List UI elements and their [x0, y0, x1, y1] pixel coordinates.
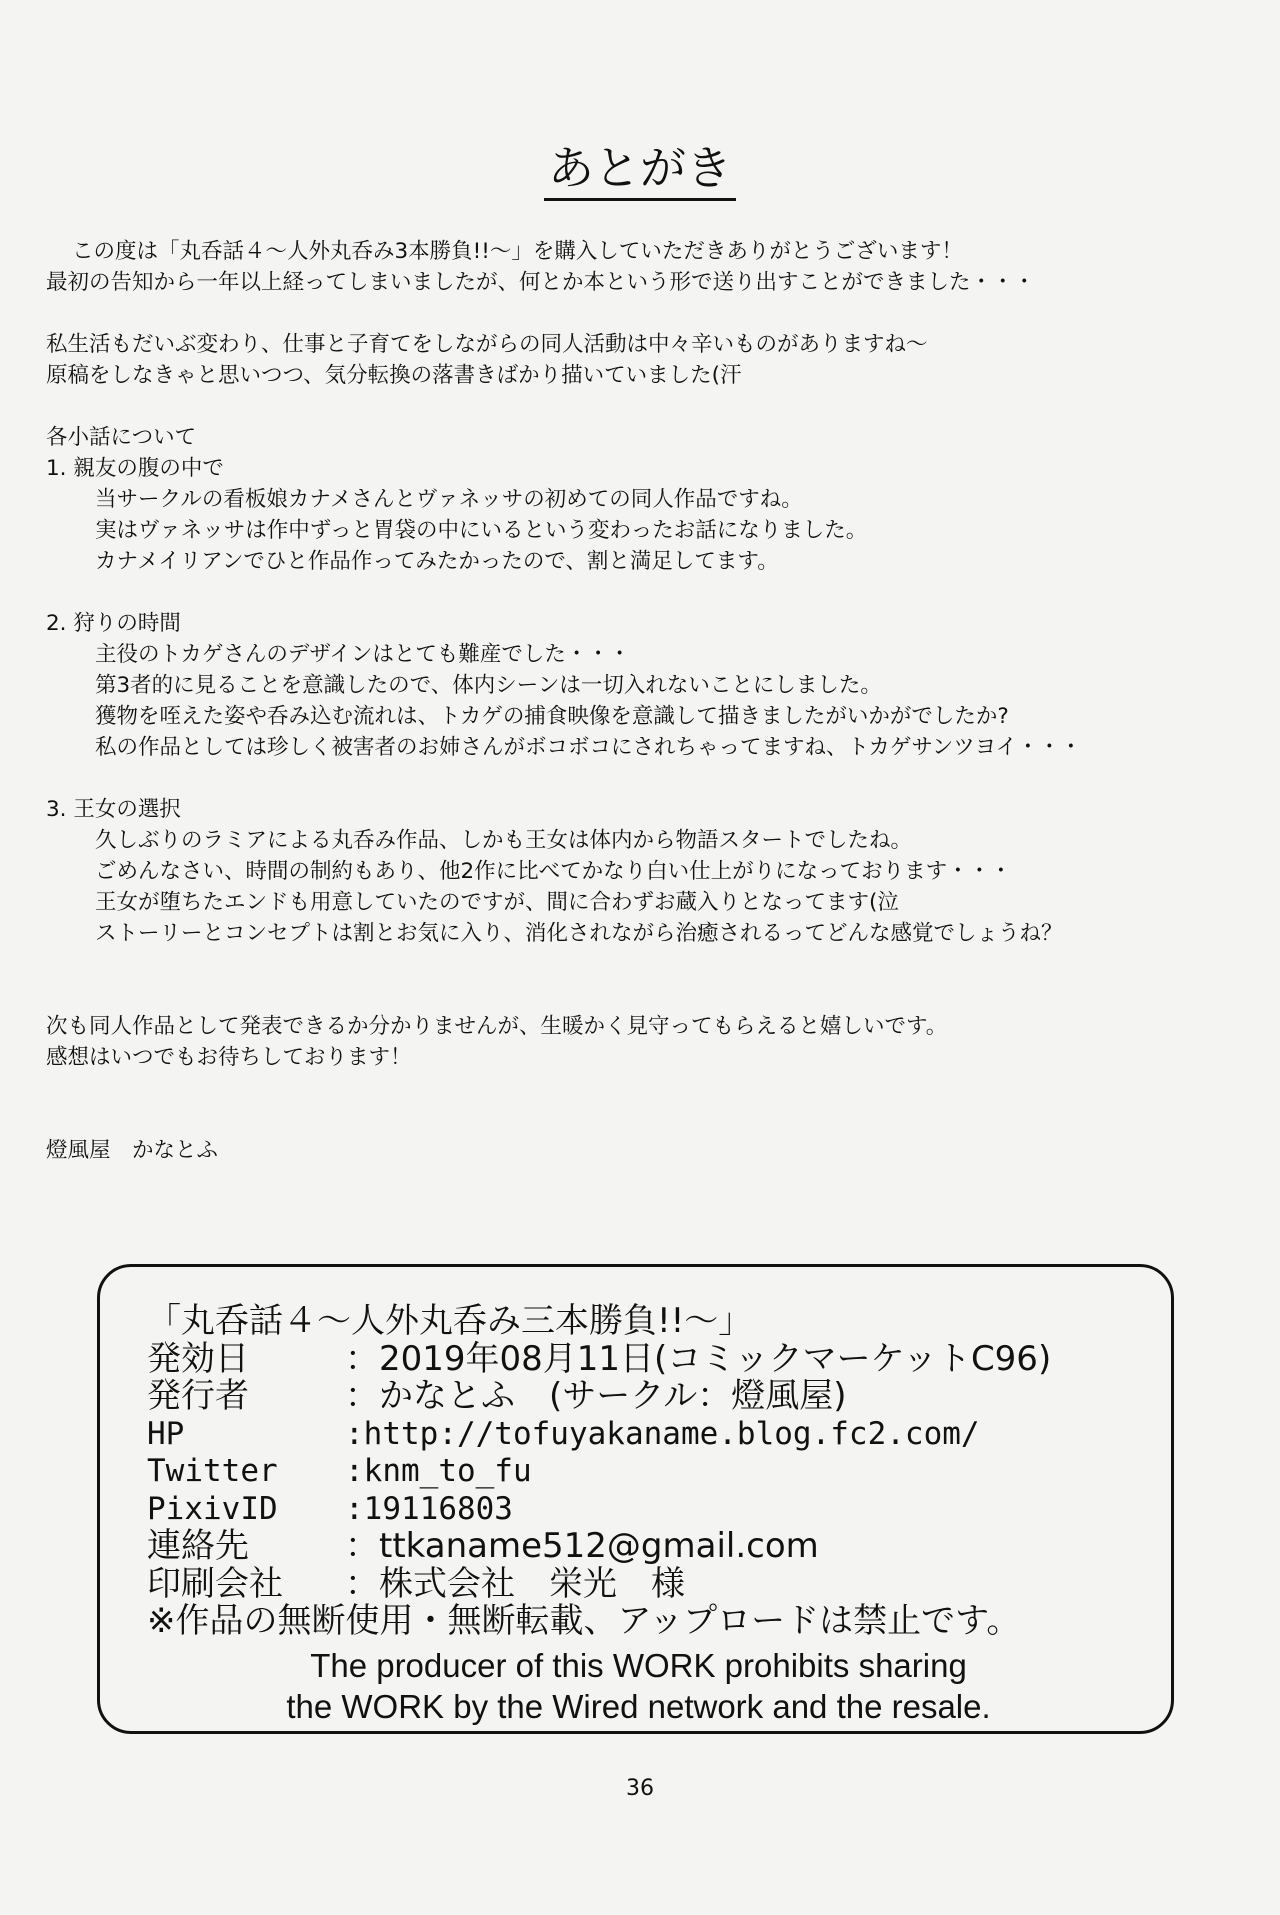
- colophon-key: PixivID: [147, 1490, 278, 1527]
- colophon-key: 印刷会社: [147, 1563, 283, 1604]
- section-heading-1: 1. 親友の腹の中で: [46, 456, 224, 481]
- page-title-text: あとがき: [544, 138, 736, 201]
- colophon-key: HP: [147, 1415, 185, 1452]
- colophon-row: [147, 1563, 1147, 1604]
- colophon-rows: [147, 1303, 1147, 1641]
- colophon-value: ：2019年08月11日(コミックマーケットC96): [345, 1338, 1052, 1379]
- section-3-line: 王女が堕ちたエンドも用意していたのですが、間に合わずお蔵入りとなってます(泣: [95, 890, 899, 915]
- colophon-value: ：かなとふ (サークル：燈風屋): [345, 1376, 847, 1416]
- section-2-line: 私の作品としては珍しく被害者のお姉さんがボコボコにされちゃってますね、トカゲサンツヨイ・・・: [95, 735, 1082, 760]
- colophon-notice: [147, 1603, 1147, 1641]
- section-heading-3: 3. 王女の選択: [46, 797, 181, 822]
- section-1-line: 実はヴァネッサは作中ずっと胃袋の中にいるという変わったお話になりました。: [95, 518, 868, 543]
- colophon-value-hp: :http://tofuyakaname.blog.fc2.com/: [345, 1415, 980, 1452]
- colophon-value-pixiv: :19116803: [345, 1490, 513, 1527]
- section-2-line: 獲物を咥えた姿や呑み込む流れは、トカゲの捕食映像を意識して描きましたがいかがでしたか?: [95, 704, 1009, 729]
- page-number: 36: [626, 1776, 654, 1801]
- colophon-row: [147, 1491, 1147, 1529]
- colophon-row: [147, 1453, 1147, 1491]
- signature: 燈風屋 かなとふ: [46, 1138, 219, 1163]
- section-3-line: ストーリーとコンセプトは割とお気に入り、消化されながら治癒されるってどんな感覚でしょうね？: [95, 921, 1063, 946]
- english-line: The producer of this WORK prohibits sharing: [310, 1647, 967, 1684]
- colophon-row: [147, 1416, 1147, 1454]
- colophon-value: ：株式会社 栄光 様: [345, 1563, 685, 1604]
- colophon-value-email: ：ttkaname512@gmail.com: [345, 1526, 819, 1566]
- colophon-row: [147, 1528, 1147, 1566]
- colophon-key: 連絡先: [147, 1526, 249, 1566]
- intro-line: 最初の告知から一年以上経ってしまいましたが、何とか本という形で送り出すことができました・・・: [46, 270, 1036, 295]
- section-2-line: 第3者的に見ることを意識したので、体内シーンは一切入れないことにしました。: [95, 673, 882, 698]
- colophon-row: [147, 1338, 1147, 1379]
- section-1-line: 当サークルの看板娘カナメさんとヴァネッサの初めての同人作品ですね。: [95, 487, 803, 512]
- section-3-line: 久しぶりのラミアによる丸呑み作品、しかも王女は体内から物語スタートでしたね。: [95, 828, 913, 853]
- english-line: the WORK by the Wired network and the resale.: [286, 1688, 991, 1725]
- sections-heading: 各小話について: [46, 425, 197, 450]
- colophon-value-twitter: :knm_to_fu: [345, 1453, 532, 1489]
- closing-line: 次も同人作品として発表できるか分かりませんが、生暖かく見守ってもらえると嬉しいです。: [46, 1014, 948, 1039]
- notice-text: ※作品の無断使用・無断転載、アップロードは禁止です。: [147, 1601, 1021, 1641]
- para-line: 私生活もだいぶ変わり、仕事と子育てをしながらの同人活動は中々辛いものがありますね～: [46, 332, 928, 357]
- section-3-line: ごめんなさい、時間の制約もあり、他2作に比べてかなり白い仕上がりになっております・・・: [95, 859, 1012, 884]
- colophon-box: [97, 1264, 1174, 1734]
- colophon-book-title: [147, 1303, 1147, 1341]
- book-title: 「丸呑話４～人外丸呑み三本勝負!!～」: [147, 1301, 753, 1341]
- intro-line: この度は「丸呑話４～人外丸呑み3本勝負!!～」を購入していただきありがとうございます！: [72, 239, 963, 264]
- para-line: 原稿をしなきゃと思いつつ、気分転換の落書きばかり描いていました(汗: [46, 363, 742, 388]
- page-title: [0, 138, 1280, 201]
- colophon-key: 発効日: [147, 1338, 249, 1379]
- colophon-row: [147, 1378, 1147, 1416]
- section-heading-2: 2. 狩りの時間: [46, 611, 181, 636]
- english-notice: [100, 1645, 1177, 1727]
- colophon-key: Twitter: [147, 1453, 278, 1489]
- afterword-body: [46, 236, 1246, 1166]
- section-1-line: カナメイリアンでひと作品作ってみたかったので、割と満足してます。: [95, 549, 779, 574]
- closing-line: 感想はいつでもお待ちしております！: [46, 1045, 412, 1070]
- colophon-key: 発行者: [147, 1376, 249, 1416]
- section-2-line: 主役のトカゲさんのデザインはとても難産でした・・・: [95, 642, 631, 667]
